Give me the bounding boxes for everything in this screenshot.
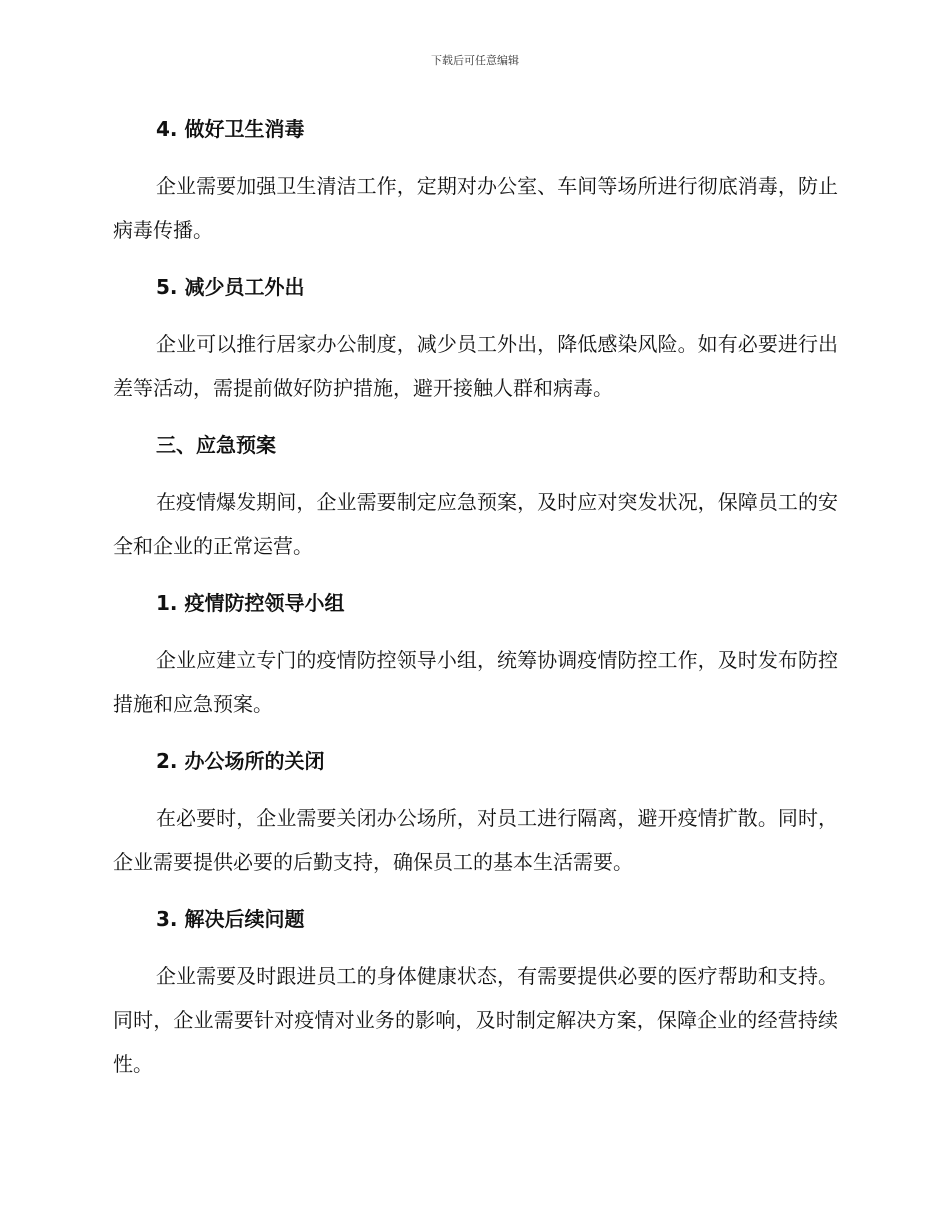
section-paragraph-leadership-group: 企业应建立专门的疫情防控领导小组，统筹协调疫情防控工作，及时发布防控措施和应急预案。 [113,648,838,716]
section-paragraph-office-closure: 在必要时，企业需要关闭办公场所，对员工进行隔离，避开疫情扩散。同时，企业需要提供必要的后勤支持，确保员工的基本生活需要。 [113,806,838,874]
section-heading-emergency-plan: 三、应急预案 [156,433,276,457]
section-heading-reduce-outings: 5. 减少员工外出 [156,275,305,299]
section-heading-leadership-group: 1. 疫情防控领导小组 [156,591,345,615]
section-paragraph-reduce-outings: 企业可以推行居家办公制度，减少员工外出，降低感染风险。如有必要进行出差等活动，需提前做好防护措施，避开接触人群和病毒。 [113,332,838,400]
document-body [113,111,838,1086]
section-paragraph-follow-up: 企业需要及时跟进员工的身体健康状态，有需要提供必要的医疗帮助和支持。同时，企业需要针对疫情对业务的影响，及时制定解决方案，保障企业的经营持续性。 [113,964,838,1076]
section-paragraph-disinfection: 企业需要加强卫生清洁工作，定期对办公室、车间等场所进行彻底消毒，防止病毒传播。 [113,174,838,242]
page-header-note: 下载后可任意编辑 [431,54,519,67]
section-heading-office-closure: 2. 办公场所的关闭 [156,749,325,773]
section-paragraph-emergency-plan: 在疫情爆发期间，企业需要制定应急预案，及时应对突发状况，保障员工的安全和企业的正常运营。 [113,490,838,558]
section-heading-follow-up: 3. 解决后续问题 [156,907,305,931]
section-heading-disinfection: 4. 做好卫生消毒 [156,117,305,141]
